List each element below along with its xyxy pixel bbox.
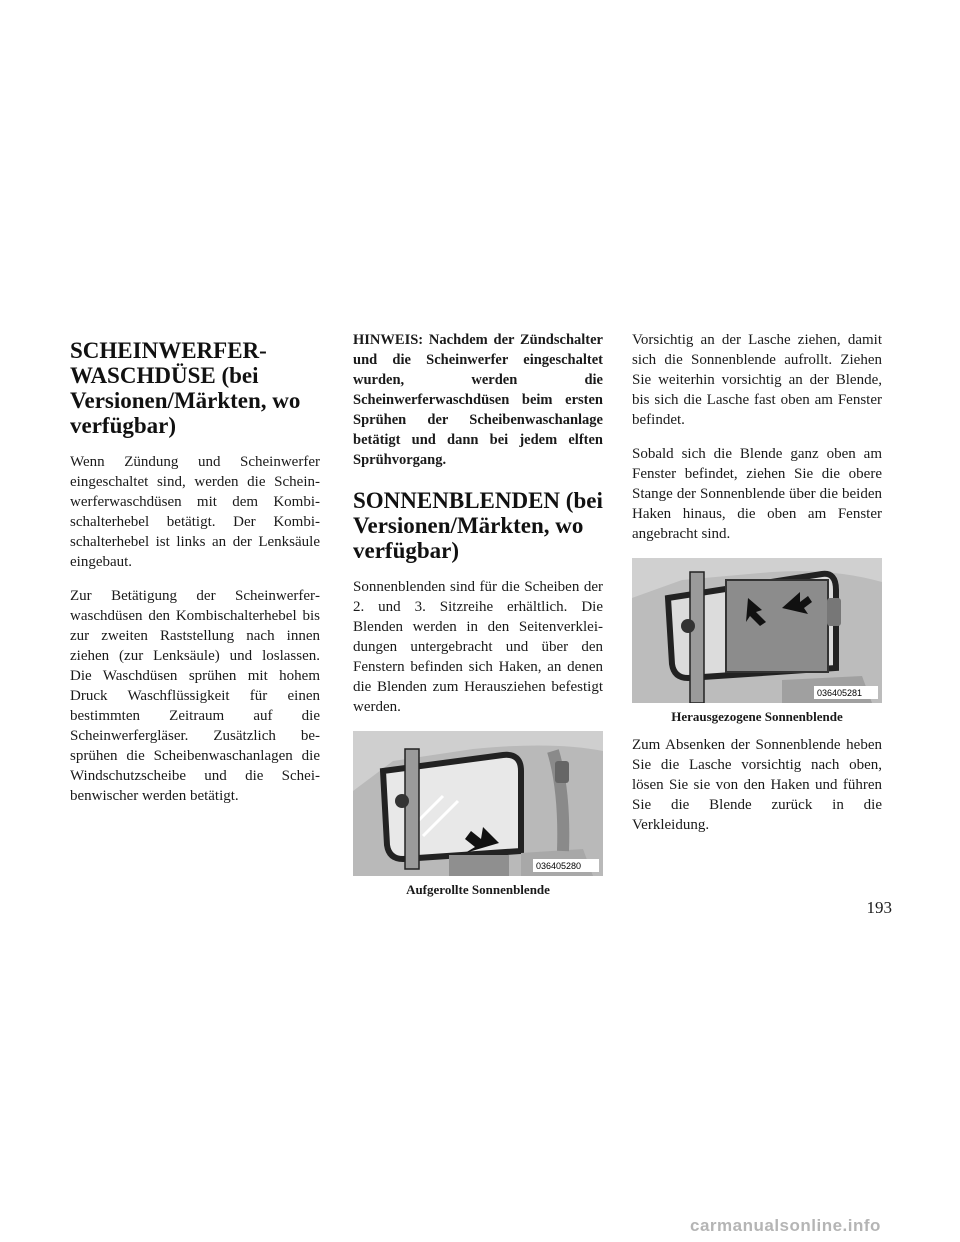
headlamp-washer-paragraph-1: Wenn Zündung und Scheinwerfer eingeschaltet sind, werden die Scheinwerferwaschdüsen mit dem Kombischalterhebel betätigt. Der Kombischalterhebel ist links an der Lenksäule eingebaut. <box>70 454 320 570</box>
headlamp-washer-paragraph-2: Zur Betätigung der Scheinwerferwaschdüsen den Kombischalterhebel bis zur zweiten Raststellung nach innen ziehen (zur Lenksäule) und loslassen. Die Waschdüsen sprühen mit hohem Druck Waschflüssigkeit für einen bestimmten Zeitraum auf die Scheinwerfergläser. Zusätzlich besprühen die Scheibenwaschanlagen die Windschutzscheibe und die Scheibenwischer werden betätigt. <box>70 588 320 804</box>
figure-2-caption: Herausgezogene Sonnenblende <box>671 709 843 724</box>
sunshades-paragraph-1: Sonnenblenden sind für die Scheiben der 2. und 3. Sitzreihe erhältlich. Die Blenden werden in den Seitenverkleidungen untergebracht und über den Fenstern befinden sich Haken, an denen die Blenden zum Herausziehen befestigt werden. <box>353 579 603 715</box>
figure-1-caption: Aufgerollte Sonnenblende <box>406 882 550 897</box>
column-3 <box>632 330 882 849</box>
note-paragraph: HINWEIS: Nachdem der Zündschalter und die Scheinwerfer eingeschaltet wurden, werden die Scheinwerferwaschdüsen beim ersten Sprühen der Scheibenwaschanlage betätigt und dann bei jedem elften Sprühvorgang. <box>353 332 603 468</box>
figure-extended-sunshade <box>632 558 882 703</box>
extended-sunshade-illustration <box>632 558 882 703</box>
section-heading-sunshades: SONNENBLENDEN (bei Versionen/Märkten, wo verfügbar) <box>353 488 603 563</box>
column-1 <box>70 338 320 820</box>
column-3-paragraph-2: Sobald sich die Blende ganz oben am Fenster befindet, ziehen Sie die obere Stange der Sonnenblende über die beiden Haken hinaus, die oben am Fenster angebracht sind. <box>632 446 882 542</box>
watermark: carmanualsonline.info <box>690 1216 881 1235</box>
column-3-paragraph-1: Vorsichtig an der Lasche ziehen, damit sich die Sonnenblende aufrollt. Ziehen Sie weiterhin vorsichtig an der Blende, bis sich die Lasche fast oben am Fenster befindet. <box>632 332 882 428</box>
section-heading-headlamp-washer: SCHEINWERFER- WASCHDÜSE (bei Versionen/Märkten, wo verfügbar) <box>70 338 301 438</box>
page-number: 193 <box>866 898 892 917</box>
figure-1-code: 036405280 <box>536 861 582 871</box>
figure-2-code: 036405281 <box>817 688 863 698</box>
column-3-paragraph-3: Zum Absenken der Sonnenblende heben Sie die Lasche vorsichtig nach oben, lösen Sie sie von den Haken und führen Sie die Blende zurück in die Verkleidung. <box>632 737 882 833</box>
figure-rolled-sunshade <box>353 731 603 876</box>
rolled-sunshade-illustration <box>353 731 603 876</box>
column-2 <box>353 330 603 908</box>
